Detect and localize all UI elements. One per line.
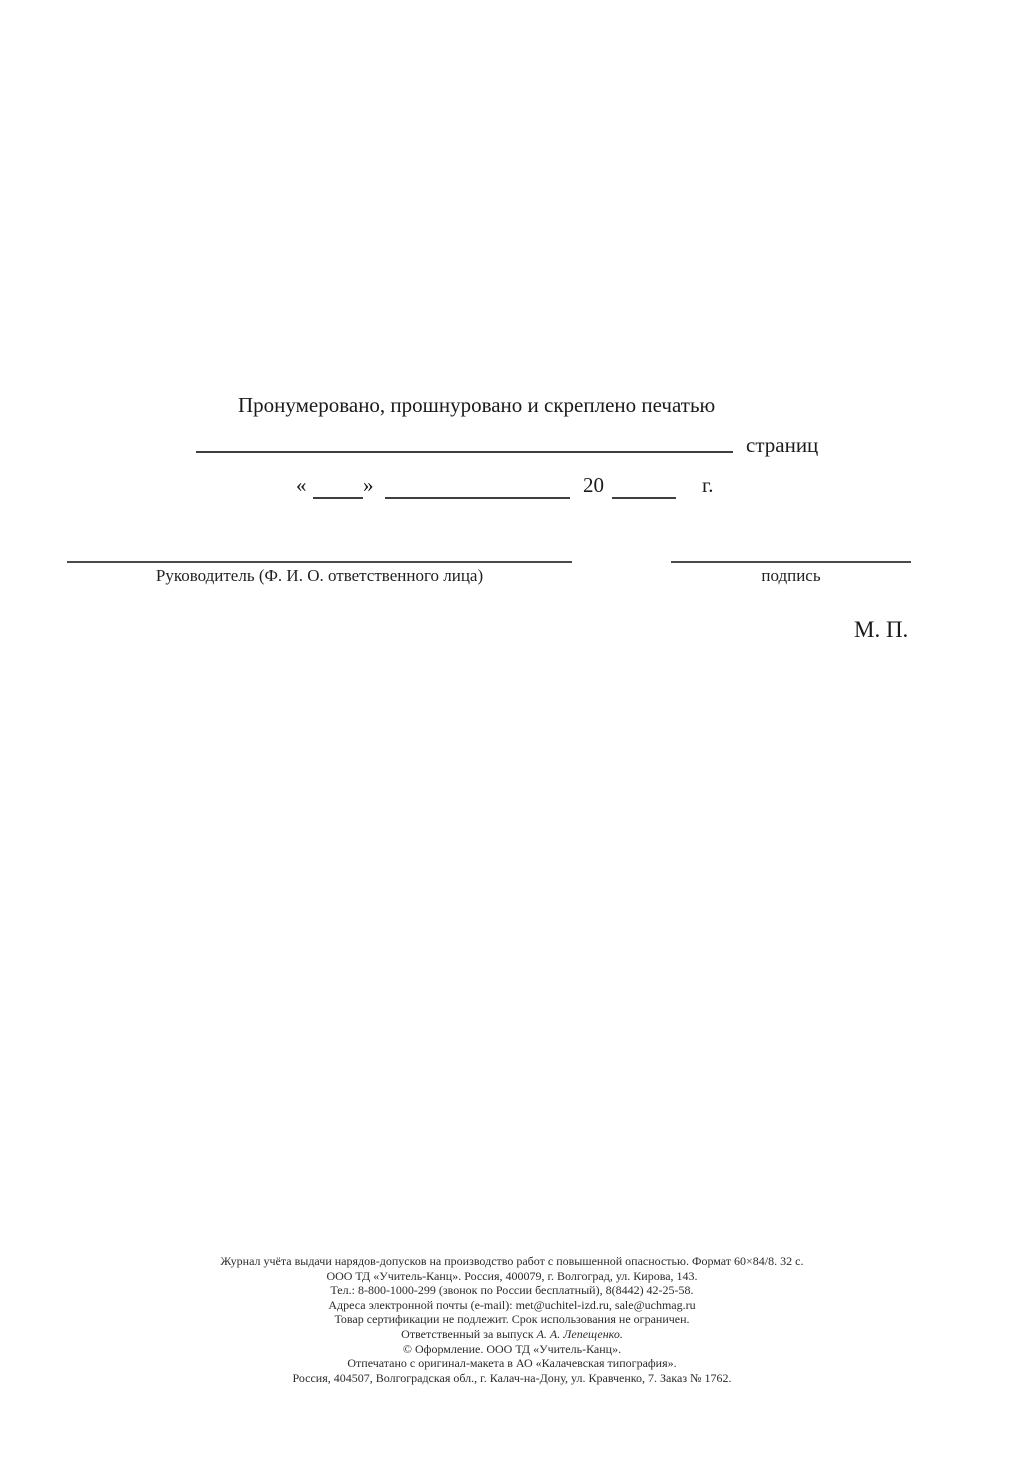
colophon-line-email: Адреса электронной почты (e-mail): met@uchitel-izd.ru, sale@uchmag.ru: [328, 1297, 696, 1312]
colophon-line-copyright: © Оформление. ООО ТД «Учитель-Канц».: [402, 1341, 622, 1356]
colophon-responsible-name: А. А. Лепещенко.: [536, 1326, 623, 1341]
date-century: 20: [583, 473, 604, 497]
colophon: [0, 1254, 1024, 1385]
certification-heading: Пронумеровано, прошнуровано и скреплено печатью: [238, 393, 716, 417]
colophon-line-publisher: ООО ТД «Учитель-Канц». Россия, 400079, г. Волгоград, ул. Кирова, 143.: [326, 1268, 698, 1283]
date-month-blank: [385, 480, 570, 499]
date-year-blank: [612, 480, 676, 499]
colophon-line-printer: Отпечатано с оригинал-макета в АО «Калачевская типография».: [347, 1356, 677, 1371]
signature-caption: подпись: [761, 566, 821, 585]
colophon-responsible-prefix: Ответственный за выпуск: [401, 1326, 537, 1341]
colophon-line-title: Журнал учёта выдачи нарядов-допусков на производство работ с повышенной опасностью. Формат 60×84/8. 32 с.: [220, 1254, 804, 1268]
manager-caption: Руководитель (Ф. И. О. ответственного лица): [155, 566, 484, 585]
signature-line: [671, 547, 911, 563]
colophon-line-phone: Тел.: 8-800-1000-299 (звонок по России бесплатный), 8(8442) 42-25-58.: [330, 1283, 694, 1298]
stamp-placeholder: М. П.: [854, 617, 909, 642]
date-quote-close: »: [363, 473, 374, 497]
colophon-line-certification: Товар сертификации не подлежит. Срок использования не ограничен.: [334, 1312, 690, 1327]
date-year-suffix: г.: [702, 473, 714, 497]
date-day-blank: [313, 480, 363, 499]
manager-signature-line: [67, 547, 572, 563]
pages-count-blank: [196, 435, 733, 453]
date-quote-open: «: [296, 473, 307, 497]
pages-label: страниц: [746, 433, 819, 457]
colophon-line-responsible: [0, 1327, 1024, 1342]
colophon-line-printer-address: Россия, 404507, Волгоградская обл., г. Калач-на-Дону, ул. Кравченко, 7. Заказ № 1762.: [292, 1370, 732, 1385]
